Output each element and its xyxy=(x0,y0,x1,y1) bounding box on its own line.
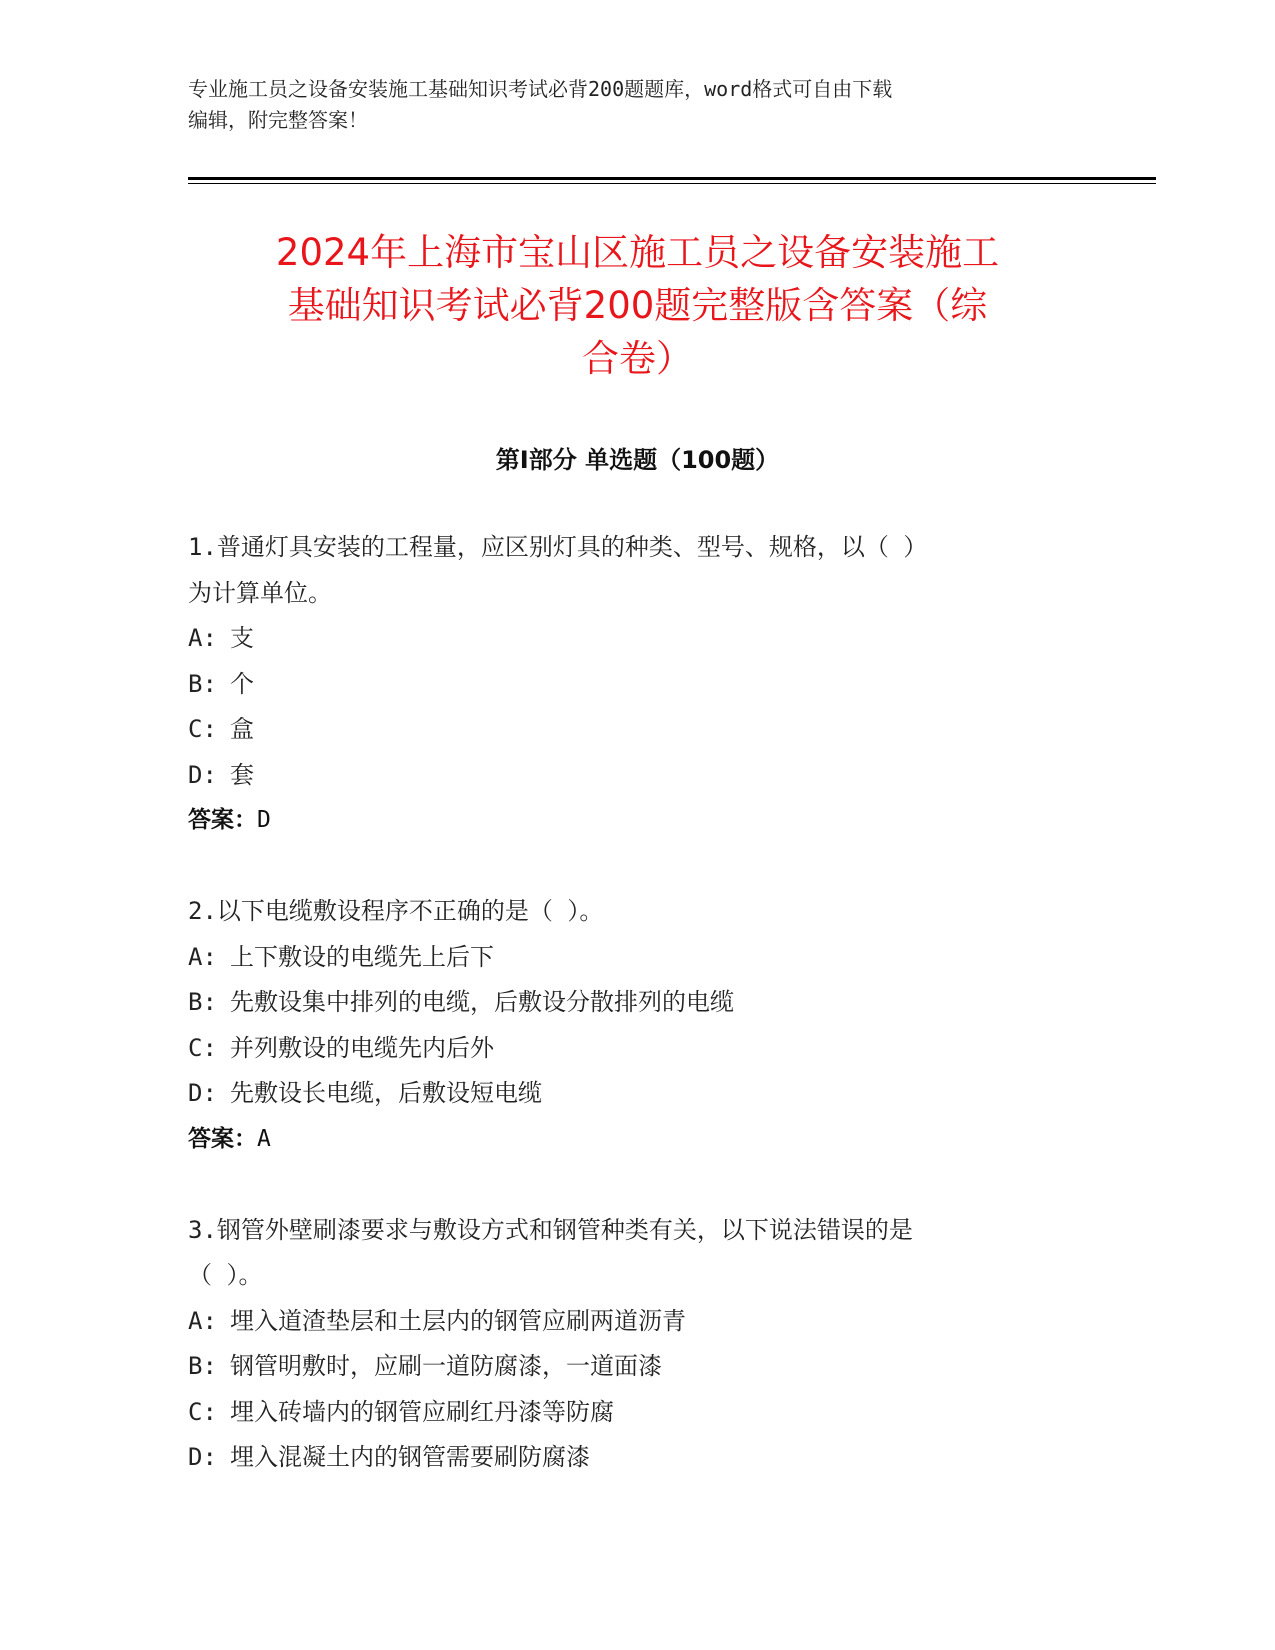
title-line-3: 合卷） xyxy=(582,337,693,380)
option-letter: C: xyxy=(188,715,217,743)
header-note xyxy=(188,74,1088,136)
option-text: 支 xyxy=(230,624,254,652)
question-spacer xyxy=(188,844,1088,890)
option-letter: D: xyxy=(188,760,217,789)
option-text: 上下敷设的电缆先上后下 xyxy=(230,942,494,971)
question-2 xyxy=(188,889,1088,1162)
option-text: 并列敷设的电缆先内后外 xyxy=(230,1033,494,1062)
option-text: 个 xyxy=(230,669,254,698)
option-a xyxy=(188,935,1088,981)
option-letter: B: xyxy=(188,669,217,698)
answer-value: D xyxy=(257,807,271,833)
option-text: 埋入道渣垫层和土层内的钢管应刷两道沥青 xyxy=(230,1306,686,1335)
option-text: 套 xyxy=(230,760,254,789)
answer-line xyxy=(188,1117,1088,1163)
question-stem-continued: （ ）。 xyxy=(188,1261,263,1289)
header-note-line-1: 专业施工员之设备安装施工基础知识考试必背200题题库，word格式可自由下载 xyxy=(188,77,893,101)
option-letter: A: xyxy=(188,942,217,971)
option-b xyxy=(188,662,1088,708)
question-1 xyxy=(188,525,1088,844)
title-line-2: 基础知识考试必背200题完整版含答案（综 xyxy=(287,284,988,327)
option-letter: B: xyxy=(188,988,217,1016)
option-a xyxy=(188,1299,1088,1345)
question-list xyxy=(188,525,1088,1481)
option-letter: C: xyxy=(188,1397,217,1426)
option-text: 先敷设集中排列的电缆，后敷设分散排列的电缆 xyxy=(230,988,734,1016)
option-letter: D: xyxy=(188,1443,217,1471)
option-text: 埋入混凝土内的钢管需要刷防腐漆 xyxy=(230,1443,590,1471)
answer-line xyxy=(188,798,1088,844)
answer-value: A xyxy=(257,1125,271,1152)
question-spacer xyxy=(188,1162,1088,1208)
option-b xyxy=(188,1344,1088,1390)
answer-label: 答案： xyxy=(188,1125,257,1152)
option-letter: B: xyxy=(188,1352,217,1380)
question-stem: 2.以下电缆敷设程序不正确的是（ ）。 xyxy=(188,897,604,925)
option-letter: D: xyxy=(188,1079,217,1107)
question-3 xyxy=(188,1208,1088,1481)
option-a xyxy=(188,616,1088,662)
header-divider-thin xyxy=(188,183,1156,184)
option-b xyxy=(188,980,1088,1026)
option-text: 钢管明敷时，应刷一道防腐漆，一道面漆 xyxy=(230,1352,662,1380)
option-d xyxy=(188,753,1088,799)
option-c xyxy=(188,1390,1088,1436)
option-text: 先敷设长电缆，后敷设短电缆 xyxy=(230,1079,542,1107)
option-letter: C: xyxy=(188,1033,217,1062)
option-d xyxy=(188,1435,1088,1481)
option-c xyxy=(188,1026,1088,1072)
question-stem-continued: 为计算单位。 xyxy=(188,578,332,607)
option-letter: A: xyxy=(188,1306,217,1335)
option-text: 盒 xyxy=(230,715,254,743)
header-divider-thick xyxy=(188,177,1156,180)
option-letter: A: xyxy=(188,624,217,652)
header-note-line-2: 编辑，附完整答案！ xyxy=(188,108,368,132)
option-c xyxy=(188,707,1088,753)
option-d xyxy=(188,1071,1088,1117)
question-stem: 1.普通灯具安装的工程量，应区别灯具的种类、型号、规格，以（ ） xyxy=(188,533,928,561)
option-text: 埋入砖墙内的钢管应刷红丹漆等防腐 xyxy=(230,1397,614,1426)
question-stem: 3.钢管外壁刷漆要求与敷设方式和钢管种类有关，以下说法错误的是 xyxy=(188,1215,913,1244)
document-title xyxy=(160,226,1115,385)
section-heading: 第Ⅰ部分 单选题（100题） xyxy=(495,446,780,474)
title-line-1: 2024年上海市宝山区施工员之设备安装施工 xyxy=(275,231,1000,274)
answer-label: 答案： xyxy=(188,807,257,833)
